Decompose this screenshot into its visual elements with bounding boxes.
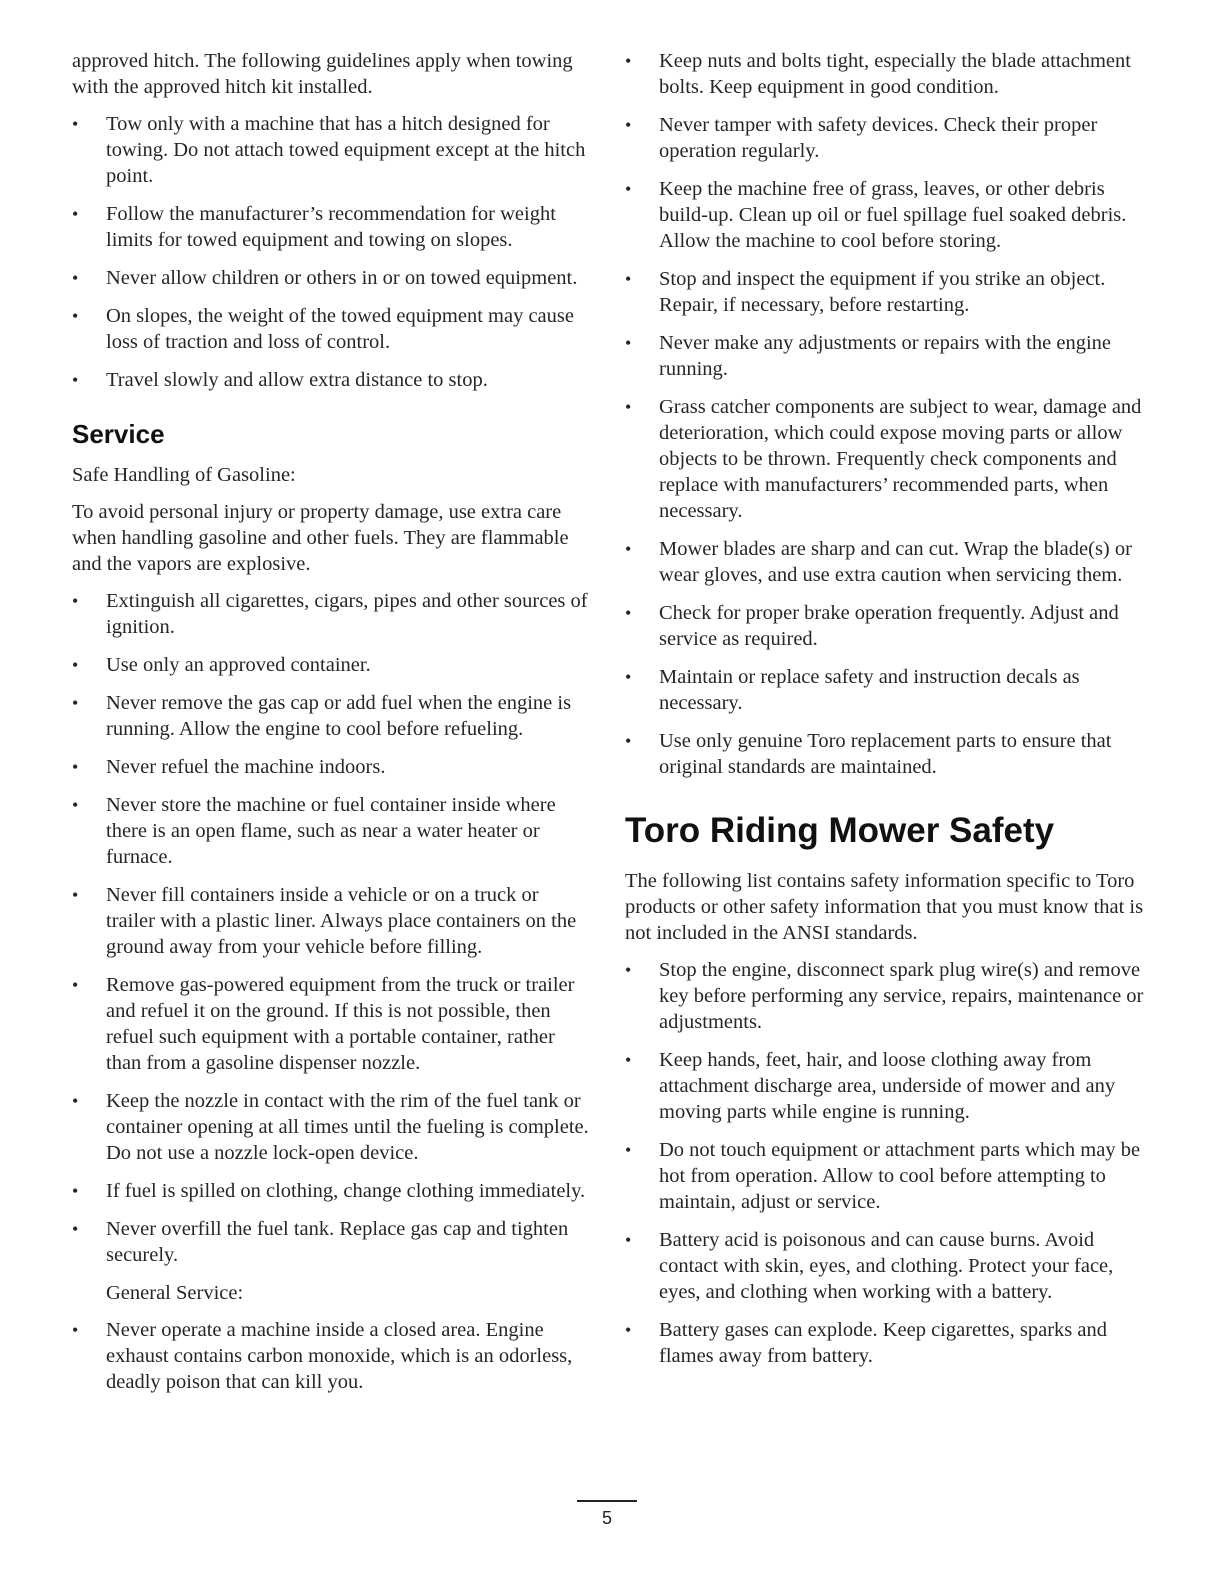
list-item: • Keep nuts and bolts tight, especially the blade attachment bolts. Keep equipment in good condition. (625, 50, 1131, 98)
list-item: • Keep hands, feet, hair, and loose clothing away from attachment discharge area, underside of mower and any moving parts while engine is running. (625, 1049, 1116, 1123)
list-item: • Never tamper with safety devices. Check their proper operation regularly. (625, 114, 1098, 162)
list-item: • Remove gas-powered equipment from the truck or trailer and refuel it on the ground. If this is not possible, then refuel such equipment with a portable container, rather than from a gasoline dispenser nozzle. (72, 974, 575, 1074)
list-item: • Follow the manufacturer’s recommendation for weight limits for towed equipment and towing on slopes. (72, 203, 556, 251)
left-column (72, 48, 592, 1407)
list-item: • If fuel is spilled on clothing, change clothing immediately. (72, 1180, 586, 1202)
bullet-icon: • (72, 1320, 79, 1340)
list-item: • Never operate a machine inside a closed area. Engine exhaust contains carbon monoxide, which is an odorless, deadly poison that can kill you. (72, 1319, 573, 1393)
list-item: • Never store the machine or fuel container inside where there is an open flame, such as near a water heater or furnace. (72, 794, 556, 868)
list-item: • Never make any adjustments or repairs with the engine running. (625, 332, 1111, 380)
towing-bullet-list (72, 111, 592, 393)
list-item: • Never refuel the machine indoors. (72, 756, 386, 778)
general-bullet-list (72, 1317, 592, 1395)
bullet-icon: • (72, 975, 79, 995)
list-item: • Stop the engine, disconnect spark plug wire(s) and remove key before performing any service, repairs, maintenance or adjustments. (625, 959, 1144, 1033)
list-item: • Travel slowly and allow extra distance to stop. (72, 369, 488, 391)
list-item: • Maintain or replace safety and instruction decals as necessary. (625, 666, 1080, 714)
list-item: • Never remove the gas cap or add fuel when the engine is running. Allow the engine to cool before refueling. (72, 692, 572, 740)
page-number: 5 (601, 1508, 612, 1528)
bullet-icon: • (72, 1181, 79, 1201)
bullet-icon: • (72, 370, 79, 390)
bullet-icon: • (625, 1140, 632, 1160)
list-item: • Grass catcher components are subject to wear, damage and deterioration, which could expose moving parts or allow objects to be thrown. Frequently check components and replace with manufacturers’ recommended parts, when necessary. (625, 396, 1142, 522)
toro-bullet-list (625, 957, 1150, 1369)
bullet-icon: • (625, 731, 632, 751)
bullet-icon: • (72, 655, 79, 675)
service-bullet-list (625, 48, 1150, 780)
bullet-icon: • (625, 115, 632, 135)
list-item: • Stop and inspect the equipment if you strike an object. Repair, if necessary, before restarting. (625, 268, 1106, 316)
list-item: • Tow only with a machine that has a hitch designed for towing. Do not attach towed equipment except at the hitch point. (72, 113, 586, 187)
list-item: • Use only genuine Toro replacement parts to ensure that original standards are maintained. (625, 730, 1112, 778)
list-item: • Extinguish all cigarettes, cigars, pipes and other sources of ignition. (72, 590, 588, 638)
bullet-icon: • (72, 1091, 79, 1111)
list-item: • Mower blades are sharp and can cut. Wrap the blade(s) or wear gloves, and use extra caution when servicing them. (625, 538, 1132, 586)
bullet-icon: • (625, 1230, 632, 1250)
list-item: • On slopes, the weight of the towed equipment may cause loss of traction and loss of control. (72, 305, 574, 353)
general-service-label: General Service: (106, 1282, 244, 1304)
page-footer (577, 1500, 637, 1529)
list-item: • Use only an approved container. (72, 654, 371, 676)
bullet-icon: • (72, 885, 79, 905)
right-column (625, 48, 1150, 1381)
service-heading: Service (72, 419, 165, 449)
safe-handling-intro: To avoid personal injury or property damage, use extra care when handling gasoline and other fuels. They are flammable and the vapors are explosive. (72, 501, 569, 575)
bullet-icon: • (625, 397, 632, 417)
bullet-icon: • (72, 795, 79, 815)
bullet-icon: • (625, 960, 632, 980)
bullet-icon: • (72, 204, 79, 224)
bullet-icon: • (72, 693, 79, 713)
list-item: • Never overfill the fuel tank. Replace gas cap and tighten securely. (72, 1218, 569, 1266)
list-item: • Battery acid is poisonous and can cause burns. Avoid contact with skin, eyes, and clothing. Protect your face, eyes, and clothing when working with a battery. (625, 1229, 1114, 1303)
bullet-icon: • (625, 1050, 632, 1070)
bullet-icon: • (625, 1320, 632, 1340)
bullet-icon: • (72, 757, 79, 777)
bullet-icon: • (72, 306, 79, 326)
footer-divider (577, 1500, 637, 1502)
safe-handling-label: Safe Handling of Gasoline: (72, 464, 296, 486)
bullet-icon: • (625, 333, 632, 353)
list-item: • Never allow children or others in or on towed equipment. (72, 267, 578, 289)
bullet-icon: • (625, 539, 632, 559)
towing-intro: approved hitch. The following guidelines apply when towing with the approved hitch kit installed. (72, 50, 573, 98)
list-item: • Never fill containers inside a vehicle or on a truck or trailer with a plastic liner. Always place containers on the ground away from your vehicle before filling. (72, 884, 577, 958)
gasoline-bullet-list (72, 588, 592, 1268)
bullet-icon: • (72, 114, 79, 134)
list-item: • Check for proper brake operation frequently. Adjust and service as required. (625, 602, 1119, 650)
bullet-icon: • (625, 603, 632, 623)
list-item: • Battery gases can explode. Keep cigarettes, sparks and flames away from battery. (625, 1319, 1107, 1367)
list-item: • Keep the nozzle in contact with the rim of the fuel tank or container opening at all times until the fueling is complete. Do not use a nozzle lock-open device. (72, 1090, 589, 1164)
bullet-icon: • (625, 667, 632, 687)
list-item: • Keep the machine free of grass, leaves, or other debris build-up. Clean up oil or fuel spillage fuel soaked debris. Allow the machine to cool before storing. (625, 178, 1127, 252)
bullet-icon: • (625, 179, 632, 199)
bullet-icon: • (72, 268, 79, 288)
bullet-icon: • (625, 51, 632, 71)
page-title: Toro Riding Mower Safety (625, 811, 1055, 850)
bullet-icon: • (625, 269, 632, 289)
bullet-icon: • (72, 591, 79, 611)
title-intro: The following list contains safety information specific to Toro products or other safety information that you must know that is not included in the ANSI standards. (625, 870, 1144, 944)
list-item: • Do not touch equipment or attachment parts which may be hot from operation. Allow to cool before attempting to maintain, adjust or service. (625, 1139, 1141, 1213)
bullet-icon: • (72, 1219, 79, 1239)
